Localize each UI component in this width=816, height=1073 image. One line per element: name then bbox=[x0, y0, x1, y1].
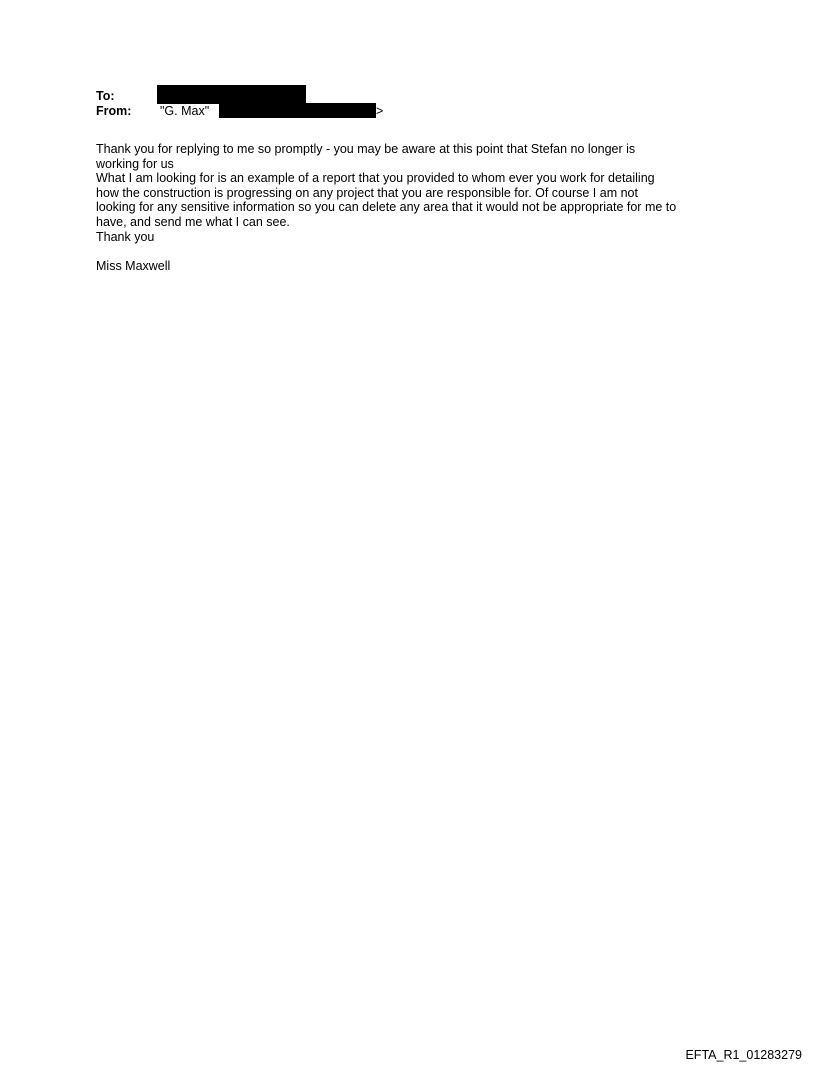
email-body bbox=[96, 142, 736, 273]
email-header bbox=[96, 89, 496, 119]
from-row bbox=[96, 104, 496, 119]
blank-line bbox=[96, 244, 736, 259]
signature: Miss Maxwell bbox=[96, 258, 171, 273]
closing-line: Thank you bbox=[96, 229, 155, 244]
to-label: To: bbox=[96, 89, 115, 103]
from-sender-name: "G. Max" bbox=[160, 104, 210, 118]
to-row bbox=[96, 89, 496, 104]
body-paragraph-2: What I am looking for is an example of a report that you provided to whom ever you work for detailing how the construction is progressing on any project that you are responsible for. Of course I am not looking for any sensitive information so you can delete any area that it would not be appropriate for me to have, and send me what I can see. bbox=[96, 171, 677, 229]
from-tail: > bbox=[376, 104, 384, 118]
from-label: From: bbox=[96, 104, 132, 118]
body-paragraph-1: Thank you for replying to me so promptly - you may be aware at this point that Stefan no longer is working for us bbox=[96, 142, 636, 171]
from-redaction bbox=[219, 103, 376, 118]
bates-number: EFTA_R1_01283279 bbox=[685, 1048, 802, 1062]
to-redaction bbox=[157, 85, 306, 104]
